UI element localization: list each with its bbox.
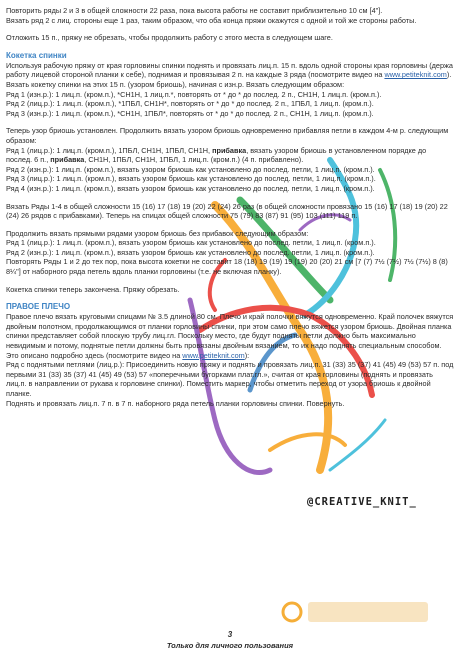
yoke-increase-row-1	[6, 146, 454, 165]
increase-term: прибавка	[50, 155, 85, 165]
yoke-intro	[6, 61, 454, 90]
yoke-straight-intro: Продолжить вязать прямыми рядами узором бриошь без прибавок следующим образом:	[6, 228, 309, 238]
yoke-finished: Кокетка спинки теперь закончена. Пряжу обрезать.	[6, 284, 180, 294]
yoke-increase-row-4: Ряд 4 (изн.р.): 1 лиц.п. (кром.п.), вязать узором бриошь как установлено до послед. петли, 1 лиц.п. (кром.п.).	[6, 183, 375, 193]
yoke-increase-row-3: Ряд 3 (лиц.р.): 1 лиц.п. (кром.п.), вязать узором бриошь как установлено до послед. петли, 1 лиц.п. (кром.п.).	[6, 174, 376, 184]
yoke-straight-row-2: Ряд 2 (изн.р.): 1 лиц.п. (кром.п.), вязать узором бриошь как установлено до послед. петли, 1 лиц.п. (кром.п.).	[6, 247, 375, 257]
yoke-row-3: Ряд 3 (изн.р.): 1 лиц.п. (кром.п.), *СН1Н, 1ПБЛ*, повторять от * до * до послед. 2 п., СН1Н, 1 лиц.п. (кром.п.).	[6, 108, 374, 118]
instagram-watermark: @CREATIVE_KNIT_	[307, 496, 417, 508]
yoke-intro-text: Используя рабочую пряжу от края горловины спинки поднять и провязать лиц.п. 15 п. вдоль одной стороны края горловины (держа работу лицевой стороной планки к себе), поднимая и провязывая 2 п. на каждые 3 ряда (посмотрите видео на	[6, 60, 453, 80]
shoulder-heading: ПРАВОЕ ПЛЕЧО	[6, 302, 71, 312]
shoulder-pickup-row: Ряд с поднятыми петлями (лиц.р.): Присоединить новую пряжу и поднять и провязать лиц.п. 31 (33) 35 (37) 41 (45) 49 (53) 57 п. под первыми 31 (33) 35 (37) 41 (45) 49 (53) 57 «поперечными бугорками плат.гл.», считая от края горловины (поднять и провязать лиц.п. в направлении от рукава к горловине спинки). Поместить маркер, чтобы отметить переход от узора бриошь к двойной планке.	[6, 360, 454, 398]
increase-term: прибавка	[212, 145, 247, 155]
shoulder-intro-tail: ):	[244, 350, 250, 360]
page-number: 3	[227, 630, 233, 639]
shoulder-intro	[6, 312, 454, 360]
petiteknit-link-2[interactable]: www.petiteknit.com	[182, 350, 245, 360]
yoke-height-paragraph: Повторять Ряды 1 и 2 до тех пор, пока высота кокетки не составит 18 (18) 19 (19) 19 (19) 20 (20) 21 см [7 (7) 7½ (7½) 7½ (7½) 8 (8) 8¼"] от наборного ряда петель вдоль планки горловины (т.е. не включая планку).	[6, 257, 448, 277]
yoke-repeat-paragraph: Вязать Ряды 1-4 в общей сложности 15 (16) 17 (18) 19 (20) 22 (24) 26 раз (в общей сложности провязано 15 (16) 17 (18) 19 (20) 22 (24) 26 рядов с прибавками). Теперь на спицах общей сложности 75 (79) 83 (87) 91 (95) 103 (111) 119 п.	[6, 201, 448, 221]
row-text: Ряд 1 (лиц.р.): 1 лиц.п. (кром.п.), 1ПБЛ, СН1Н, 1ПБЛ, СН1Н,	[6, 145, 213, 155]
yoke-row-2: Ряд 2 (лиц.р.): 1 лиц.п. (кром.п.), *1ПБЛ, СН1Н*, повторять от * до * до послед. 2 п., 1ПБЛ, 1 лиц.п. (кром.п.).	[6, 99, 374, 109]
shoulder-pickup-band: Поднять и провязать лиц.п. 7 п. в 7 п. наборного ряда петель планки горловины спинки. Повернуть.	[6, 398, 345, 408]
row-text: , СН1Н, 1ПБЛ, СН1Н, 1ПБЛ, 1 лиц.п. (кром.п.) (4 п. прибавлено).	[84, 155, 304, 165]
intro-paragraph-2: Вязать ряд 2 с лиц. стороны еще 1 раз, таким образом, что оба конца пряжи окажутся с одной и той же стороны работы.	[6, 15, 417, 25]
yoke-row-1: Ряд 1 (изн.р.): 1 лиц.п. (кром.п.), *СН1Н, 1 лиц.п.*, повторять от * до * до послед. 2 п., СН1Н, 1 лиц.п. (кром.п.).	[6, 89, 382, 99]
footer-note: Только для личного пользования	[166, 641, 294, 650]
yoke-increase-row-2: Ряд 2 (изн.р.): 1 лиц.п. (кром.п.), вязать узором бриошь как установлено до послед. петли, 1 лиц.п. (кром.п.).	[6, 164, 375, 174]
row-text: , вязать узором бриошь в установленном порядке до послед. 6 п.,	[6, 145, 427, 165]
intro-paragraph-1: Повторить ряды 2 и 3 в общей сложности 22 раза, пока высота работы не составит приблизительно 10 см [4"].	[6, 6, 383, 15]
shoulder-intro-text: Правое плечо вязать круговыми спицами № 3.5 длиной 80 см. Плечо и край полочки вяжутся одновременно. Край полочек вяжутся двойным полотном, продолжающимся от планки горловины спинки, при этом само плечо вяжется узором бриошь. Двойная планка спинки представляет собой плоскую трубу лиц.гл. Поскольку место, где будут подняты петли должно быть максимально невидимым и потому, поднятые петли должны быть провязаны двойным вязанием, то их надо поднять специальным способом. Это описано подробно здесь (посмотрите видео на	[6, 312, 454, 360]
yoke-straight-row-1: Ряд 1 (лиц.р.): 1 лиц.п. (кром.п.), вязать узором бриошь как установлено до послед. петли, 1 лиц.п. (кром.п.).	[6, 238, 376, 248]
site-watermark-logo	[280, 592, 440, 632]
intro-paragraph-3: Отложить 15 п., пряжу не обрезать, чтобы продолжить работу с этого места в следующем шаге.	[6, 33, 333, 43]
yoke-intro-tail: ). Вязать кокетку спинки на этих 15 п. (узором бриошь), начиная с изн.р. Вязать следующим образом:	[6, 70, 452, 89]
document-body	[6, 6, 454, 408]
yoke-heading: Кокетка спинки	[6, 50, 67, 60]
petiteknit-link[interactable]: www.petiteknit.com	[384, 70, 447, 80]
yoke-increase-intro: Теперь узор бриошь установлен. Продолжить вязать узором бриошь одновременно прибавляя петли в каждом 4-м р. следующим образом:	[6, 126, 449, 145]
